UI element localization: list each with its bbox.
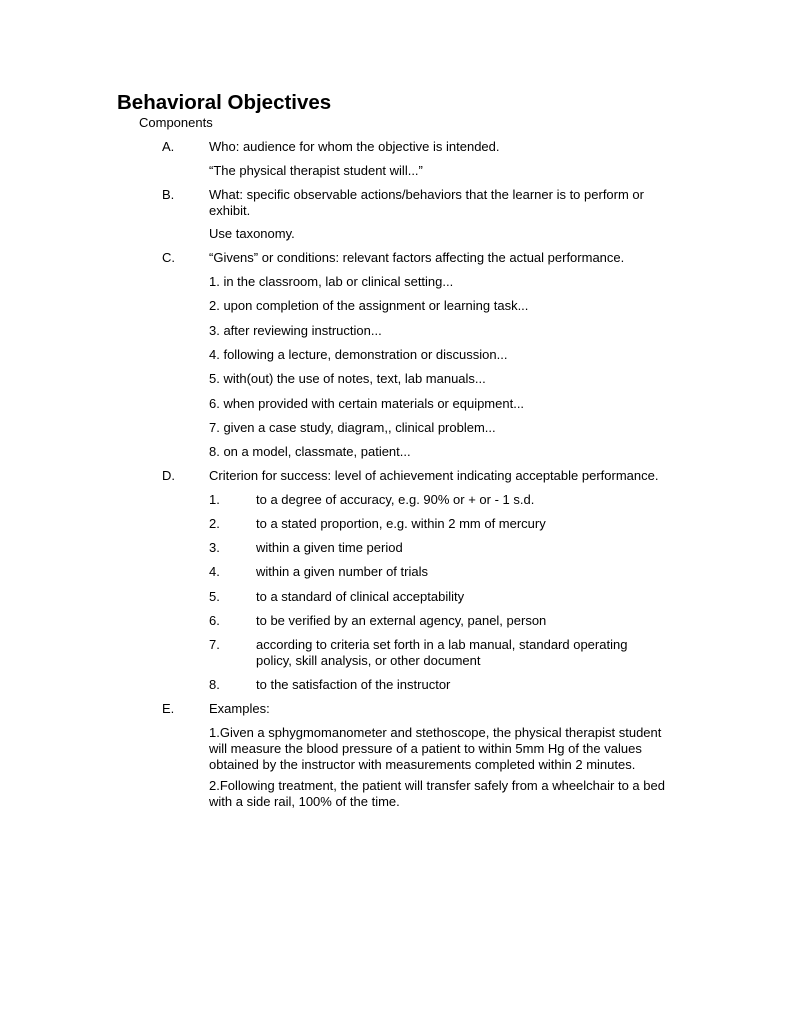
criterion-number: 2.	[209, 516, 220, 531]
criterion-number: 5.	[209, 589, 220, 604]
condition-item: 6. when provided with certain materials or equipment...	[209, 396, 525, 411]
condition-item: 8. on a model, classmate, patient...	[209, 444, 411, 459]
criterion-text: to a degree of accuracy, e.g. 90% or + or - 1 s.d.	[256, 492, 535, 507]
criterion-number: 7.	[209, 637, 220, 652]
section-letter-b: B.	[162, 187, 175, 202]
criterion-text: according to criteria set forth in a lab manual, standard operating policy, skill analysis, or other document	[256, 637, 628, 668]
condition-item: 4. following a lecture, demonstration or discussion...	[209, 347, 508, 362]
criterion-text: within a given number of trials	[256, 564, 428, 579]
page-title: Behavioral Objectives	[117, 91, 332, 114]
section-c-text: “Givens” or conditions: relevant factors affecting the actual performance.	[209, 250, 625, 265]
subtitle: Components	[139, 115, 213, 130]
criterion-number: 8.	[209, 677, 220, 692]
criterion-text: to the satisfaction of the instructor	[256, 677, 451, 692]
criterion-number: 6.	[209, 613, 220, 628]
section-letter-e: E.	[162, 701, 175, 716]
criterion-text: to be verified by an external agency, panel, person	[256, 613, 547, 628]
section-b-text: What: specific observable actions/behaviors that the learner is to perform or exhibit.	[209, 187, 644, 218]
example-1: 1.Given a sphygmomanometer and stethoscope, the physical therapist student will measure the blood pressure of a patient to within 5mm Hg of the values obtained by the instructor with measurements completed within 2 minutes.	[209, 725, 662, 772]
condition-item: 1. in the classroom, lab or clinical setting...	[209, 274, 454, 289]
criterion-text: to a standard of clinical acceptability	[256, 589, 465, 604]
criterion-number: 3.	[209, 540, 220, 555]
section-letter-c: C.	[162, 250, 175, 265]
criterion-text: within a given time period	[256, 540, 403, 555]
criterion-number: 4.	[209, 564, 220, 579]
section-e-text: Examples:	[209, 701, 270, 716]
condition-item: 7. given a case study, diagram,, clinical problem...	[209, 420, 496, 435]
condition-item: 3. after reviewing instruction...	[209, 323, 382, 338]
section-d-text: Criterion for success: level of achievement indicating acceptable performance.	[209, 468, 659, 483]
section-b-note: Use taxonomy.	[209, 226, 295, 241]
section-a-note: “The physical therapist student will...”	[209, 163, 423, 178]
condition-item: 2. upon completion of the assignment or learning task...	[209, 298, 529, 313]
section-letter-a: A.	[162, 139, 175, 154]
criterion-text: to a stated proportion, e.g. within 2 mm of mercury	[256, 516, 546, 531]
example-2: 2.Following treatment, the patient will transfer safely from a wheelchair to a bed with a side rail, 100% of the time.	[209, 778, 665, 809]
section-a-text: Who: audience for whom the objective is intended.	[209, 139, 500, 154]
condition-item: 5. with(out) the use of notes, text, lab manuals...	[209, 371, 486, 386]
section-letter-d: D.	[162, 468, 175, 483]
criterion-number: 1.	[209, 492, 220, 507]
